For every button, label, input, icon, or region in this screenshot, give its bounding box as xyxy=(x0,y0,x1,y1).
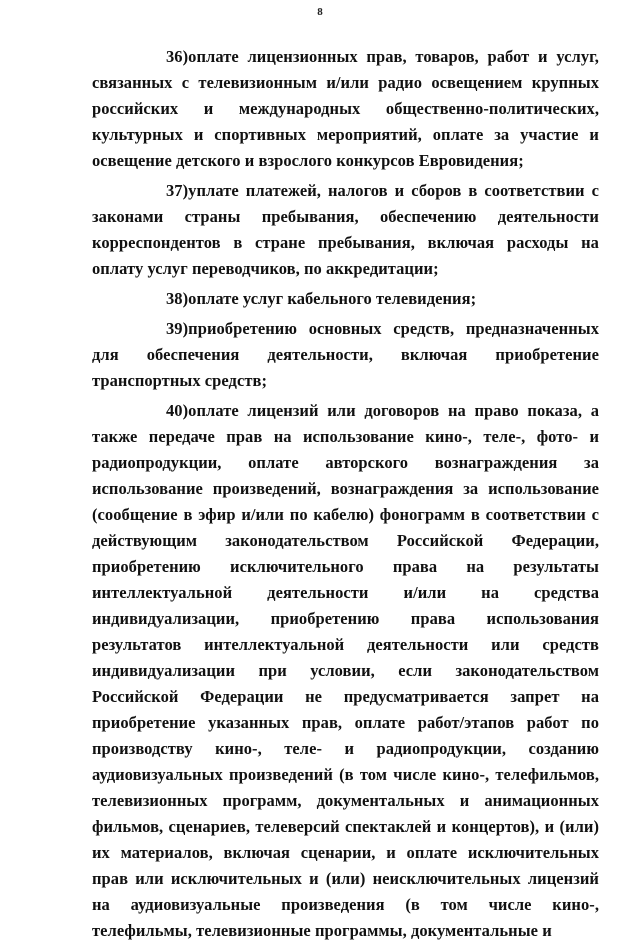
page-number: 8 xyxy=(317,6,323,18)
item-text: уплате платежей, налогов и сборов в соответствии с законами страны пребывания, обеспечению деятельности корреспондентов в стране пребывания, включая расходы на оплату услуг переводчиков, по аккредитации; xyxy=(92,181,599,278)
item-number: 38) xyxy=(166,289,189,308)
list-item-39 xyxy=(92,316,599,394)
item-text: приобретению основных средств, предназначенных для обеспечения деятельности, включая приобретение транспортных средств; xyxy=(92,319,599,390)
document-body xyxy=(92,44,599,948)
item-number: 36) xyxy=(166,47,189,66)
item-number: 37) xyxy=(166,181,189,200)
item-text: оплате услуг кабельного телевидения; xyxy=(188,289,477,308)
list-item-36 xyxy=(92,44,599,174)
item-text: оплате лицензионных прав, товаров, работ и услуг, связанных с телевизионным и/или радио освещением крупных российских и международных общественно-политических, культурных и спортивных мероприятий, оплате за участие и освещение детского и взрослого конкурсов Евровидения; xyxy=(92,47,599,170)
list-item-38 xyxy=(92,286,599,312)
item-number: 40) xyxy=(166,401,189,420)
item-number: 39) xyxy=(166,319,189,338)
list-item-40 xyxy=(92,398,599,944)
item-text: оплате лицензий или договоров на право показа, а также передаче прав на использование кино-, теле-, фото- и радиопродукции, оплате авторского вознаграждения за использование произведений, вознаграждения за использование (сообщение в эфир и/или по кабелю) фонограмм в соответствии с действующим законодательством Российской Федерации, приобретению исключительного права на результаты интеллектуальной деятельности и/или на средства индивидуализации, приобретению права использования результатов интеллектуальной деятельности или средств индивидуализации при условии, если законодательством Российской Федерации не предусматривается запрет на приобретение указанных прав, оплате работ/этапов работ по производству кино-, теле- и радиопродукции, созданию аудиовизуальных произведений (в том числе кино-, телефильмов, телевизионных программ, документальных и анимационных фильмов, сценариев, телеверсий спектаклей и концертов), и (или) их материалов, включая сценарии, и оплате исключительных прав или исключительных и (или) неисключительных лицензий на аудиовизуальные произведения (в том числе кино-, телефильмы, телевизионные программы, документальные и xyxy=(92,401,599,940)
list-item-37 xyxy=(92,178,599,282)
